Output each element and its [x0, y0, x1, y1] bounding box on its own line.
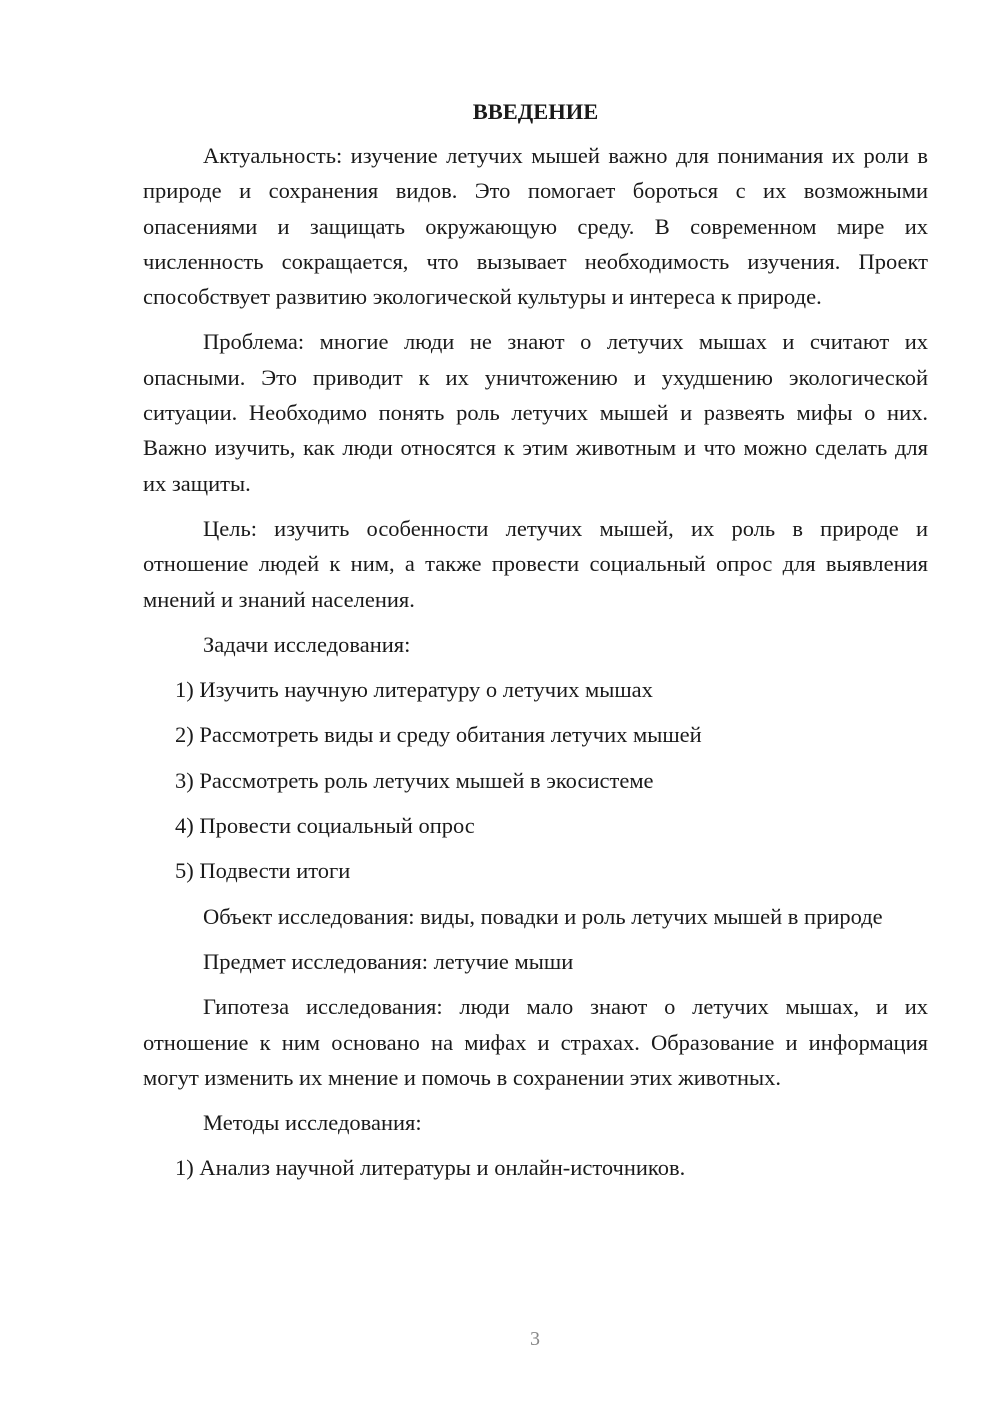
tasks-heading: Задачи исследования:	[203, 631, 411, 657]
page-number: 3	[530, 1328, 540, 1350]
task-item-1: 1) Изучить научную литературу о летучих мышах	[175, 677, 653, 703]
problem-paragraph: Проблема: многие люди не знают о летучих мышах и считают их опасными. Это приводит к их уничтожению и ухудшению экологической ситуации. Необходимо понять роль летучих мышей и развеять мифы о них. Важно изучить, как люди относятся к этим животным и что можно сделать для их защиты.	[143, 329, 928, 496]
hypothesis-paragraph: Гипотеза исследования: люди мало знают о летучих мышах, и их отношение к ним основано на мифах и страхах. Образование и информация могут изменить их мнение и помочь в сохранении этих животных.	[143, 994, 928, 1090]
task-item-4: 4) Провести социальный опрос	[175, 813, 475, 839]
relevance-paragraph: Актуальность: изучение летучих мышей важно для понимания их роли в природе и сохранения видов. Это помогает бороться с их возможными опасениями и защищать окружающую среду. В современном мире их численность сокращается, что вызывает необходимость изучения. Проект способствует развитию экологической культуры и интереса к природе.	[143, 143, 928, 310]
section-title: ВВЕДЕНИЕ	[472, 99, 599, 124]
task-item-2: 2) Рассмотреть виды и среду обитания летучих мышей	[175, 722, 702, 748]
methods-heading: Методы исследования:	[203, 1110, 422, 1136]
goal-paragraph: Цель: изучить особенности летучих мышей, их роль в природе и отношение людей к ним, а также провести социальный опрос для выявления мнений и знаний населения.	[143, 515, 928, 612]
task-item-3: 3) Рассмотреть роль летучих мышей в экосистеме	[175, 767, 654, 793]
page-content	[143, 96, 928, 1196]
object-paragraph: Объект исследования: виды, повадки и роль летучих мышей в природе	[203, 903, 883, 929]
method-item-1: 1) Анализ научной литературы и онлайн-источников.	[175, 1155, 686, 1181]
task-item-5: 5) Подвести итоги	[175, 858, 351, 884]
subject-paragraph: Предмет исследования: летучие мыши	[203, 948, 574, 974]
